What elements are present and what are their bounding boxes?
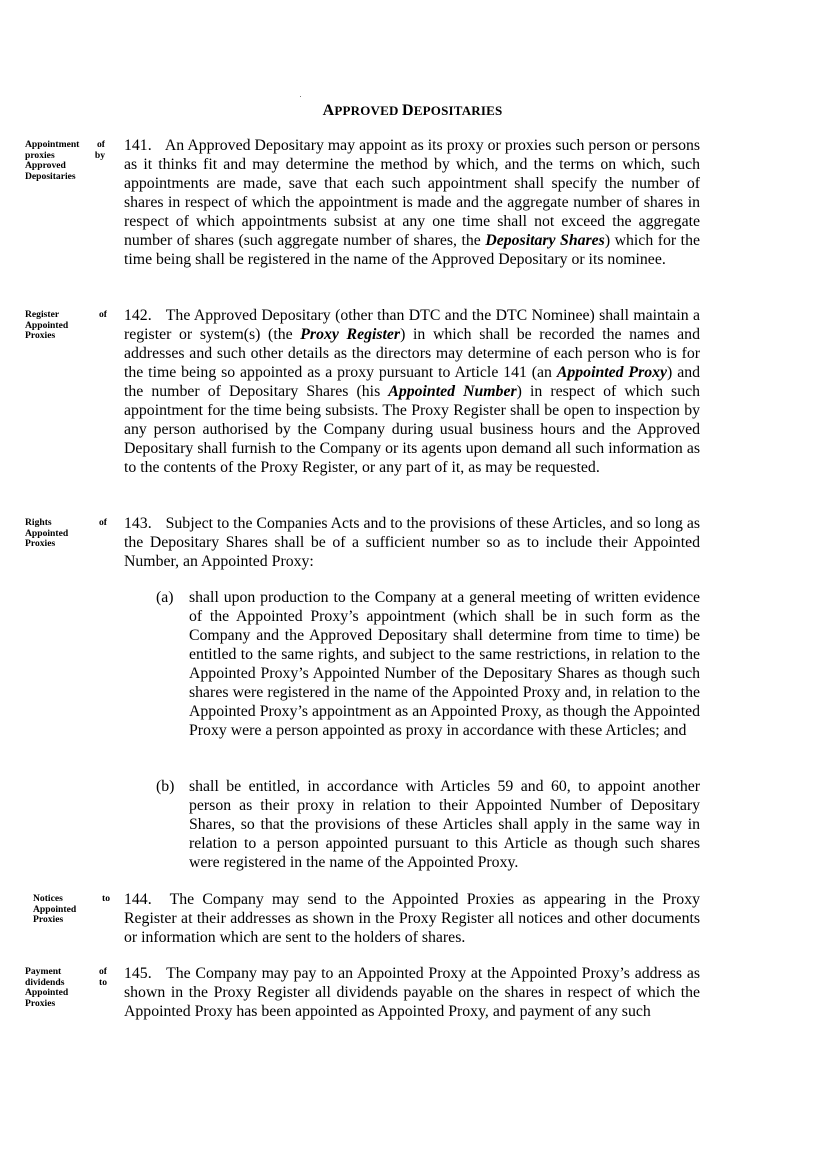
article-144: 144. The Company may send to the Appointed Proxies as appearing in the Proxy Register at their addresses as shown in the Proxy Register all notices and other documents or information which are sent to the holders of shares. — [124, 891, 701, 947]
defined-term: Appointed Proxy — [556, 364, 668, 382]
defined-term: Depositary Shares — [485, 232, 605, 250]
margin-note-144: Notices to Appointed Proxies — [33, 893, 110, 925]
article-142: 142. The Approved Depositary (other than DTC and the DTC Nominee) shall maintain a register or system(s) (the Proxy Register) in which shall be recorded the names and addresses and such other details as the directors may determine of each person who is for the time being so appointed as a proxy pursuant to Article 141 (an Appointed Proxy) and the number of Depositary Shares (his Appointed Number) in respect of which such appointment for the time being subsists. The Proxy Register shall be open to inspection by any person authorised by the Company during usual business hours and the Approved Depositary shall furnish to the Company or its agents upon demand all such information as to the contents of the Proxy Register, or any part of it, as may be requested. — [124, 307, 701, 477]
margin-note-142: Register of Appointed Proxies — [25, 309, 107, 341]
section-heading: APPROVED DEPOSITARIES — [322, 102, 503, 119]
article-145: 145. The Company may pay to an Appointed Proxy at the Appointed Proxy’s address as shown in the Proxy Register all dividends payable on the shares in respect of which the Appointed Proxy has been appointed as Appointed Proxy, and payment of any such — [124, 965, 700, 1021]
margin-note-141: Appointment of proxies by Approved Depositaries — [25, 139, 105, 182]
margin-note-145: Payment of dividends to Appointed Proxies — [25, 966, 107, 1009]
article-143-item-b: (b) shall be entitled, in accordance with Articles 59 and 60, to appoint another person as their proxy in relation to their Appointed Number of Depositary Shares, so that the provisions of these Articles shall apply in the same way in relation to a person appointed pursuant to this Article as though such shares were registered in the name of the Appointed Proxy. — [156, 778, 700, 872]
article-143-item-a: (a) shall upon production to the Company at a general meeting of written evidence of the Appointed Proxy’s appointment (which shall be in such form as the Company and the Approved Depositary shall determine from time to time) be entitled to the same rights, and subject to the same restrictions, in relation to the Appointed Proxy’s Appointed Number of the Depositary Shares as though such shares were registered in the name of the Appointed Proxy and, in relation to the Appointed Proxy’s appointment as an Appointed Proxy, as though the Appointed Proxy were a person appointed as proxy in accordance with these Articles; and — [156, 589, 700, 740]
article-143: 143. Subject to the Companies Acts and to the provisions of these Articles, and so long as the Depositary Shares shall be of a sufficient number so as to include their Appointed Number, an Appointed Proxy: — [124, 515, 700, 571]
margin-note-143: Rights of Appointed Proxies — [25, 517, 107, 549]
defined-term: Proxy Register — [300, 326, 401, 344]
defined-term: Appointed Number — [388, 383, 517, 401]
article-141: 141. An Approved Depositary may appoint as its proxy or proxies such person or persons as it thinks fit and may determine the method by which, and the terms on which, such appointments are made, save that each such appointment shall specify the number of shares in respect of which the appointment is made and the aggregate number of shares in respect of which appointments subsist at any one time shall not exceed the aggregate number of shares (such aggregate number of shares, the Depositary Shares) which for the time being shall be registered in the name of the Approved Depositary or its nominee. — [124, 137, 701, 269]
stray-mark — [300, 96, 301, 97]
